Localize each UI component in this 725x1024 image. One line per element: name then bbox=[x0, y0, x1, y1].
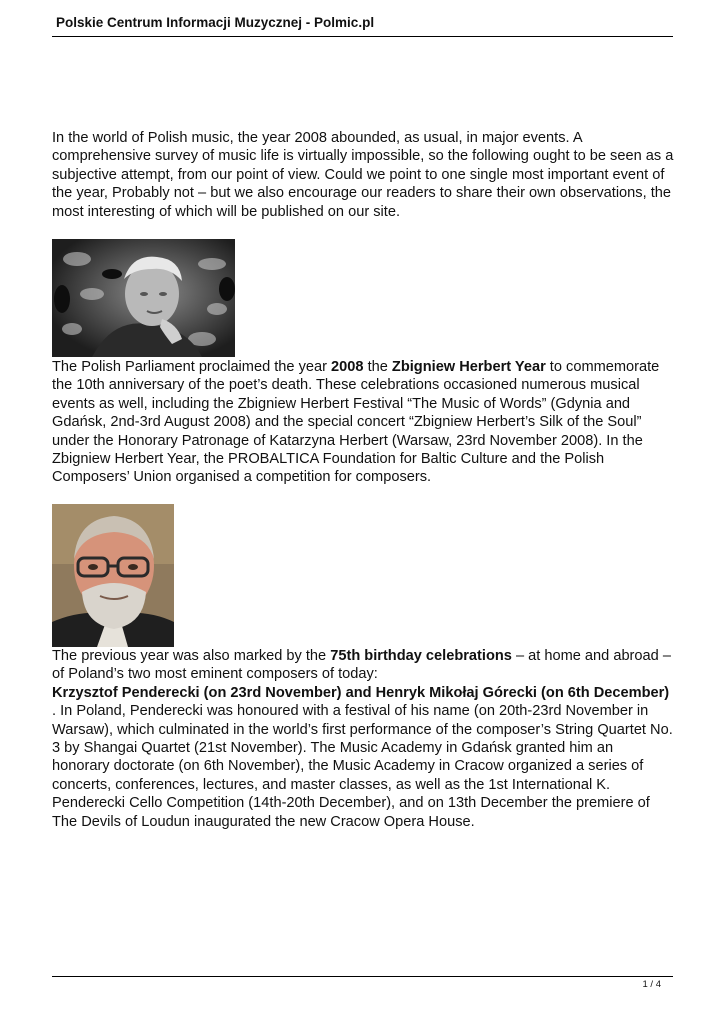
footer-divider bbox=[52, 976, 673, 977]
herbert-title-bold: Zbigniew Herbert Year bbox=[391, 359, 546, 375]
herbert-year-bold: 2008 bbox=[331, 359, 364, 375]
page-header-title: Polskie Centrum Informacji Muzycznej - Polmic.pl bbox=[56, 15, 375, 30]
herbert-text-3: to commemorate the 10th anniversary of the poet’s death. These celebrations occasioned numerous musical events as well, including the Zbigniew Herbert Festival “The Music of Words” (Gdynia and Gdańsk, 2nd-3rd August 2008) and the special concert “Zbigniew Herbert’s Silk of the Soul” under the Honorary Patronage of Katarzyna Herbert (Warsaw, 23rd November 2008). In the Zbigniew Herbert Year, the PROBALTICA Foundation for Baltic Culture and the Polish Composers’ Union organised a competition for composers. bbox=[52, 359, 660, 486]
birthday-text-2: – at home and abroad – of Poland’s two most eminent composers of today: bbox=[52, 648, 671, 683]
herbert-text-2: the bbox=[363, 359, 392, 375]
herbert-photo bbox=[52, 239, 235, 357]
penderecki-photo bbox=[52, 504, 174, 647]
birthday-text-3: . In Poland, Penderecki was honoured with a festival of his name (on 20th-23rd November in Warsaw), which culminated in the world’s first performance of the composer’s String Quartet No. 3 by Shangai Quartet (21st November). The Music Academy in Gdańsk granted him an honorary doctorate (on 6th November), the Music Academy in Cracow organized a series of concerts, conferences, lectures, and master classes, as well as the 1st International K. Penderecki Cello Competition (14th-20th December), and on 13th December the premiere of The Devils of Loudun inaugurated the new Cracow Opera House. bbox=[52, 703, 673, 830]
intro-paragraph: In the world of Polish music, the year 2008 abounded, as usual, in major events. A comprehensive survey of music life is virtually impossible, so the following ought to be seen as a subjective attempt, from our point of view. Could we point to one single most important event of the year, Probably not – but we also encourage our readers to share their own observations, the most interesting of which will be published on our site. bbox=[52, 130, 674, 220]
birthday-text-1: The previous year was also marked by the bbox=[52, 648, 331, 664]
birthday-paragraph bbox=[52, 647, 674, 831]
composers-bold: Krzysztof Penderecki (on 23rd November) and Henryk Mikołaj Górecki (on 6th December) bbox=[52, 684, 670, 701]
herbert-paragraph bbox=[52, 358, 674, 487]
header-divider bbox=[52, 36, 673, 37]
herbert-text-1: The Polish Parliament proclaimed the year bbox=[52, 359, 332, 375]
birthday-bold-1: 75th birthday celebrations bbox=[330, 648, 512, 664]
page-number: 1 / 4 bbox=[642, 979, 661, 990]
